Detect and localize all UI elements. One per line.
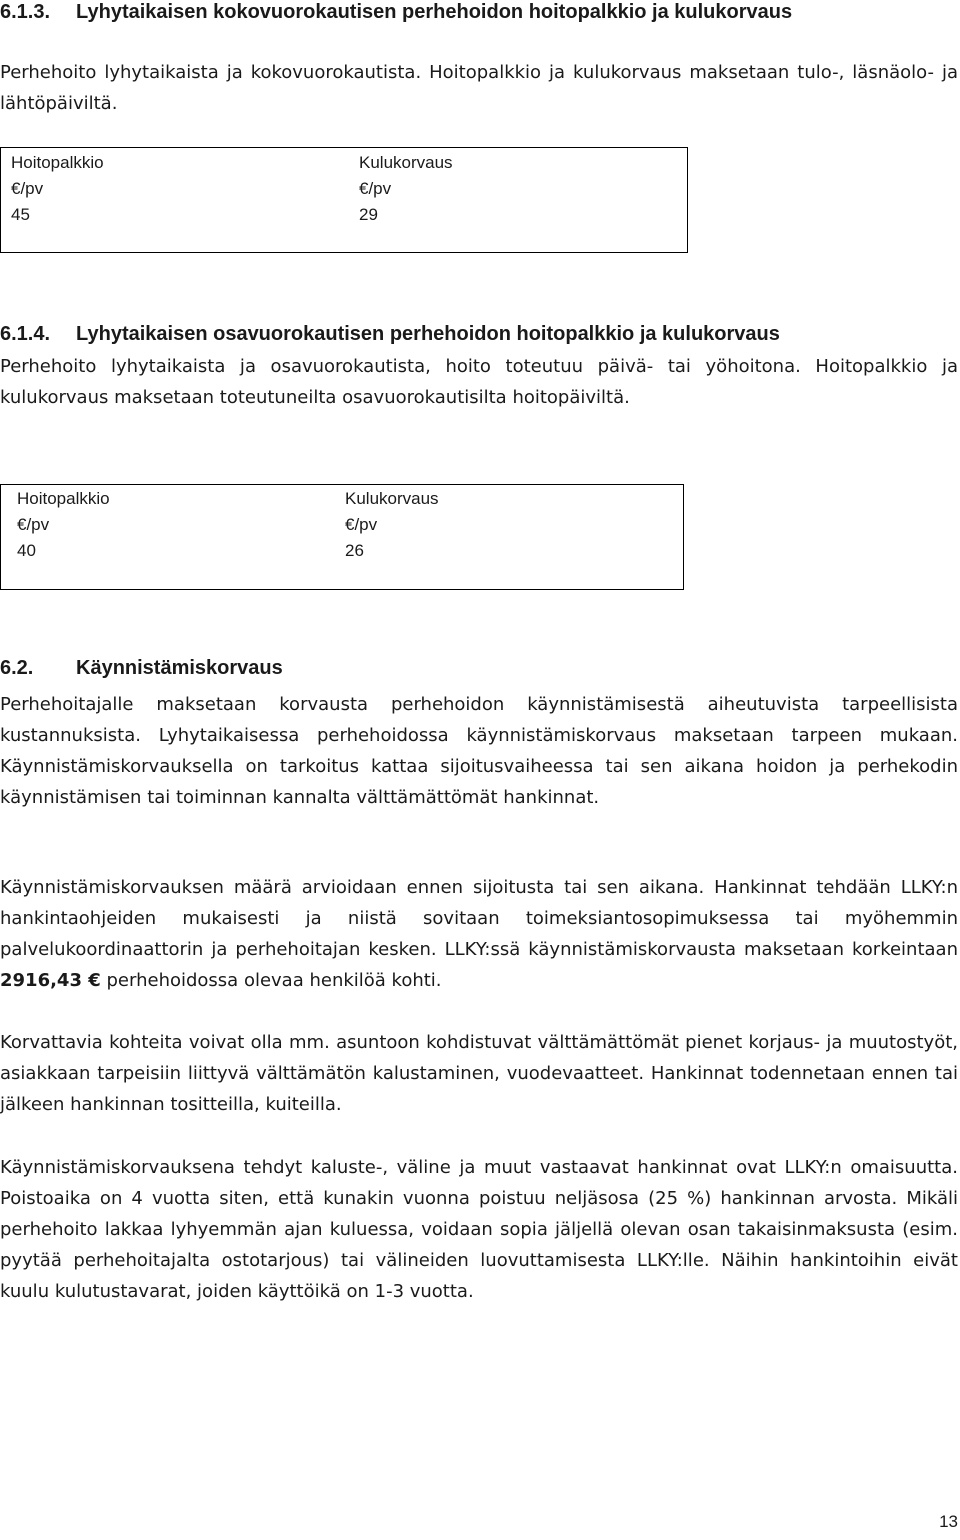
page-number: 13 [939, 1512, 958, 1531]
fee-cell [1, 148, 342, 253]
section-number: 6.2. [0, 657, 34, 679]
paragraph-text: perhehoidossa olevaa henkilöä kohti. [100, 970, 442, 991]
fee-header: Hoitopalkkio [11, 153, 104, 172]
expense-unit: €/pv [345, 515, 378, 534]
rate-table-6-1-3 [0, 147, 688, 253]
section-title: Lyhytaikaisen kokovuorokautisen perhehoidon hoitopalkkio ja kulukorvaus [76, 1, 793, 23]
expense-value: 26 [345, 541, 364, 560]
max-amount: 2916,43 € [0, 970, 101, 991]
section-heading-6-2 [0, 656, 283, 680]
paragraph-text: Käynnistämiskorvauksen määrä arvioidaan ennen sijoitusta tai sen aikana. Hankinnat tehdään LLKY:n hankintaohjeiden mukaisesti ja niistä sovitaan toimeksiantosopimuksessa tai myöhemmin palvelukoordinaattorin ja perhehoitajan kesken. LLKY:ssä käynnistämiskorvausta maksetaan korkeintaan [0, 877, 958, 960]
fee-unit: €/pv [17, 515, 50, 534]
expense-unit: €/pv [359, 179, 392, 198]
section-title: Käynnistämiskorvaus [76, 657, 283, 679]
section-heading-6-1-3 [0, 0, 792, 24]
fee-header: Hoitopalkkio [17, 489, 110, 508]
section-heading-6-1-4 [0, 322, 780, 346]
fee-value: 45 [11, 205, 30, 224]
expense-cell [335, 485, 684, 590]
section-6-2-paragraph-4: Käynnistämiskorvauksena tehdyt kaluste-, väline ja muut vastaavat hankinnat ovat LLKY:n omaisuutta. Poistoaika on 4 vuotta siten, että kunakin vuonna poistuu neljäsosa (25 %) hankinnan arvosta. Mikäli perhehoito lakkaa lyhyemmän ajan kuluessa, voidaan sopia jäljellä olevan osan takaisinmaksusta (esim. pyytää perhehoitajalta ostotarjous) tai välineiden luovuttamisesta LLKY:lle. Näihin hankintoihin eivät kuulu kulutustavarat, joiden käyttöikä on 1-3 vuotta. [0, 1157, 958, 1302]
rate-table-6-1-4 [0, 484, 684, 590]
section-number: 6.1.3. [0, 1, 51, 23]
fee-unit: €/pv [11, 179, 44, 198]
section-6-2-paragraph-2 [0, 872, 958, 996]
section-title: Lyhytaikaisen osavuorokautisen perhehoidon hoitopalkkio ja kulukorvaus [76, 323, 780, 345]
section-6-1-4-text: Perhehoito lyhytaikaista ja osavuorokautista, hoito toteutuu päivä- tai yöhoitona. Hoitopalkkio ja kulukorvaus maksetaan toteutuneilta osavuorokautisilta hoitopäiviltä. [0, 356, 958, 408]
expense-value: 29 [359, 205, 378, 224]
expense-header: Kulukorvaus [345, 489, 439, 508]
section-6-2-paragraph-3: Korvattavia kohteita voivat olla mm. asuntoon kohdistuvat välttämättömät pienet korjaus- ja muutostyöt, asiakkaan tarpeisiin liittyvä välttämätön kalustaminen, vuodevaatteet. Hankinnat todennetaan ennen tai jälkeen hankinnan tositteilla, kuiteilla. [0, 1032, 958, 1115]
section-number: 6.1.4. [0, 323, 51, 345]
section-6-1-3-text: Perhehoito lyhytaikaista ja kokovuorokautista. Hoitopalkkio ja kulukorvaus maksetaan tulo-, läsnäolo- ja lähtöpäiviltä. [0, 62, 958, 114]
expense-header: Kulukorvaus [359, 153, 453, 172]
fee-value: 40 [17, 541, 36, 560]
section-6-2-paragraph-1: Perhehoitajalle maksetaan korvausta perhehoidon käynnistämisestä aiheutuvista tarpeellisista kustannuksista. Lyhytaikaisessa perhehoidossa käynnistämiskorvaus maksetaan tarpeen mukaan. Käynnistämiskorvauksella on tarkoitus kattaa sijoitusvaiheessa tai sen aikana hoidon ja perhekodin käynnistämisen tai toiminnan kannalta välttämättömät hankinnat. [0, 694, 958, 808]
expense-cell [341, 148, 688, 253]
fee-cell [1, 485, 336, 590]
